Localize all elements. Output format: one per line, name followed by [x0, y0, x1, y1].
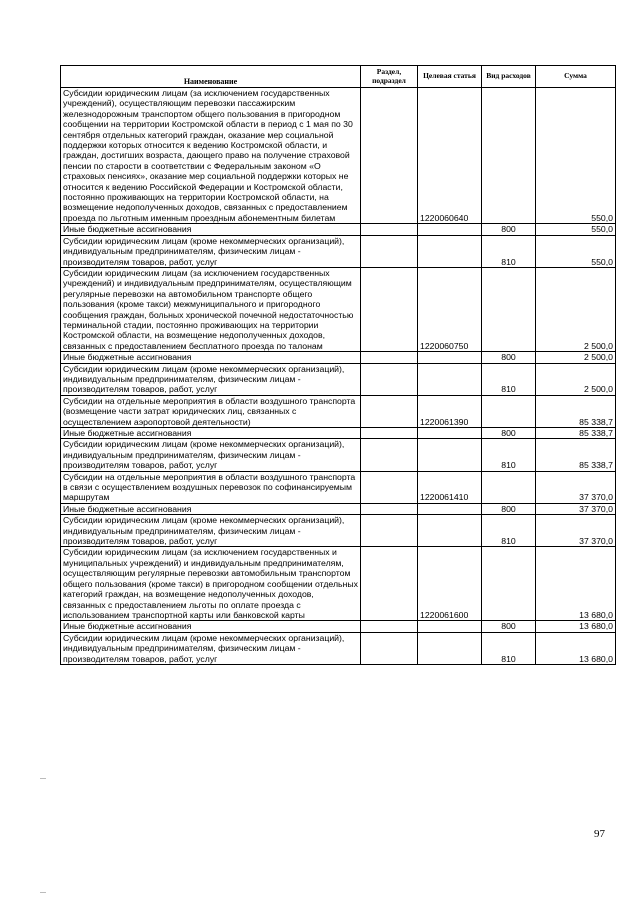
table-row: [61, 363, 616, 395]
row-expense-type: 810: [482, 363, 536, 395]
row-name: Субсидии юридическим лицам (за исключением государственных учреждений) и индивидуальным предпринимателям, осуществляющим регулярные перевозки на автомобильном транспорте общего пользования (кроме такси) межмуниципального и пригородного сообщения граждан, больных хронической почечной недостаточностью терминальной стадии, постоянно проживающих на территории Костромской области, на возмещение недополученных доходов, связанных с предоставлением бесплатного проезда по талонам: [61, 267, 361, 351]
row-amount: 85 338,7: [536, 439, 616, 471]
header-target: Целевая статья: [418, 66, 482, 88]
row-name: Иные бюджетные ассигнования: [61, 621, 361, 632]
row-expense-type: 810: [482, 439, 536, 471]
table-row: [61, 88, 616, 224]
page-margin-mark: [40, 778, 46, 779]
row-name: Иные бюджетные ассигнования: [61, 428, 361, 439]
row-section: [361, 88, 418, 224]
row-section: [361, 547, 418, 621]
row-name: Субсидии юридическим лицам (кроме некоммерческих организаций), индивидуальным предпринимателям, физическим лицам - производителям товаров, работ, услуг: [61, 515, 361, 547]
row-amount: 85 338,7: [536, 395, 616, 427]
row-name: Субсидии на отдельные мероприятия в области воздушного транспорта (возмещение части затрат юридических лиц, связанных с осуществлением аэропортовой деятельности): [61, 395, 361, 427]
row-amount: 37 370,0: [536, 471, 616, 503]
row-expense-type: 800: [482, 621, 536, 632]
row-target: [418, 363, 482, 395]
row-target: [418, 224, 482, 235]
table-row: [61, 439, 616, 471]
row-name: Иные бюджетные ассигнования: [61, 503, 361, 514]
row-target: [418, 503, 482, 514]
row-section: [361, 235, 418, 267]
header-section: Раздел, подраздел: [361, 66, 418, 88]
table-row: [61, 632, 616, 664]
row-expense-type: 800: [482, 224, 536, 235]
row-expense-type: [482, 395, 536, 427]
row-target: 1220060640: [418, 88, 482, 224]
row-section: [361, 439, 418, 471]
header-amount: Сумма: [536, 66, 616, 88]
row-target: [418, 352, 482, 363]
header-name: Наименование: [61, 66, 361, 88]
row-name: Субсидии юридическим лицам (кроме некоммерческих организаций), индивидуальным предпринимателям, физическим лицам - производителям товаров, работ, услуг: [61, 439, 361, 471]
row-amount: 13 680,0: [536, 632, 616, 664]
row-target: [418, 439, 482, 471]
row-name: Субсидии на отдельные мероприятия в области воздушного транспорта в связи с осуществлением воздушных перевозок по софинансируемым маршрутам: [61, 471, 361, 503]
row-expense-type: 800: [482, 503, 536, 514]
row-expense-type: 810: [482, 235, 536, 267]
row-target: [418, 515, 482, 547]
table-row: [61, 352, 616, 363]
row-expense-type: 810: [482, 632, 536, 664]
row-name: Субсидии юридическим лицам (кроме некоммерческих организаций), индивидуальным предпринимателям, физическим лицам - производителям товаров, работ, услуг: [61, 363, 361, 395]
table-row: [61, 267, 616, 351]
row-target: [418, 632, 482, 664]
row-amount: 37 370,0: [536, 515, 616, 547]
row-name: Иные бюджетные ассигнования: [61, 352, 361, 363]
row-target: 1220060750: [418, 267, 482, 351]
row-section: [361, 428, 418, 439]
table-row: [61, 515, 616, 547]
table-row: [61, 471, 616, 503]
row-section: [361, 352, 418, 363]
table-row: [61, 503, 616, 514]
row-target: [418, 621, 482, 632]
row-expense-type: 800: [482, 352, 536, 363]
row-amount: 13 680,0: [536, 547, 616, 621]
row-amount: 2 500,0: [536, 363, 616, 395]
row-name: Иные бюджетные ассигнования: [61, 224, 361, 235]
row-section: [361, 471, 418, 503]
row-target: 1220061600: [418, 547, 482, 621]
page-number: 97: [594, 828, 605, 840]
row-section: [361, 363, 418, 395]
row-amount: 2 500,0: [536, 267, 616, 351]
row-name: Субсидии юридическим лицам (за исключением государственных учреждений), осуществляющим перевозки пассажирским железнодорожным транспортом общего пользования в пригородном сообщении на территории Костромской области в период с 1 мая по 30 сентября отдельных категорий граждан, оказание мер социальной поддержки которых относится к ведению Костромской области, и граждан, достигших возраста, дающего право на получение страховой пенсии по старости в соответствии с Федеральным законом «О страховых пенсиях», оказание мер социальной поддержки которых не относится к ведению Российской Федерации и Костромской области, постоянно проживающих на территории Костромской области, на возмещение недополученных доходов, связанных с предоставлением проезда по льготным именным проездным абонементным билетам: [61, 88, 361, 224]
row-amount: 550,0: [536, 88, 616, 224]
row-amount: 2 500,0: [536, 352, 616, 363]
table-row: [61, 621, 616, 632]
row-section: [361, 224, 418, 235]
row-expense-type: 810: [482, 515, 536, 547]
table-row: [61, 224, 616, 235]
row-section: [361, 515, 418, 547]
table-row: [61, 235, 616, 267]
row-target: [418, 428, 482, 439]
row-section: [361, 503, 418, 514]
header-expense-type: Вид расходов: [482, 66, 536, 88]
table-row: [61, 428, 616, 439]
row-name: Субсидии юридическим лицам (за исключением государственных и муниципальных учреждений) и индивидуальным предпринимателям, осуществляющим регулярные перевозки автомобильным транспортом общего пользования (кроме такси) в пригородном сообщении отдельных категорий граждан, на возмещение недополученных доходов, связанных с предоставлением льготы по оплате проезда с использованием транспортной карты или банковской карты: [61, 547, 361, 621]
row-target: 1220061410: [418, 471, 482, 503]
row-section: [361, 632, 418, 664]
row-target: 1220061390: [418, 395, 482, 427]
row-expense-type: [482, 547, 536, 621]
row-amount: 13 680,0: [536, 621, 616, 632]
table-row: [61, 547, 616, 621]
row-expense-type: [482, 471, 536, 503]
row-section: [361, 621, 418, 632]
table-header-row: [61, 66, 616, 88]
row-expense-type: [482, 267, 536, 351]
row-expense-type: [482, 88, 536, 224]
row-amount: 37 370,0: [536, 503, 616, 514]
row-target: [418, 235, 482, 267]
row-name: Субсидии юридическим лицам (кроме некоммерческих организаций), индивидуальным предпринимателям, физическим лицам - производителям товаров, работ, услуг: [61, 632, 361, 664]
row-name: Субсидии юридическим лицам (кроме некоммерческих организаций), индивидуальным предпринимателям, физическим лицам - производителям товаров, работ, услуг: [61, 235, 361, 267]
page-margin-mark: [40, 892, 46, 893]
table-row: [61, 395, 616, 427]
budget-table: [60, 65, 616, 665]
row-expense-type: 800: [482, 428, 536, 439]
row-section: [361, 267, 418, 351]
row-amount: 85 338,7: [536, 428, 616, 439]
row-amount: 550,0: [536, 224, 616, 235]
row-amount: 550,0: [536, 235, 616, 267]
row-section: [361, 395, 418, 427]
